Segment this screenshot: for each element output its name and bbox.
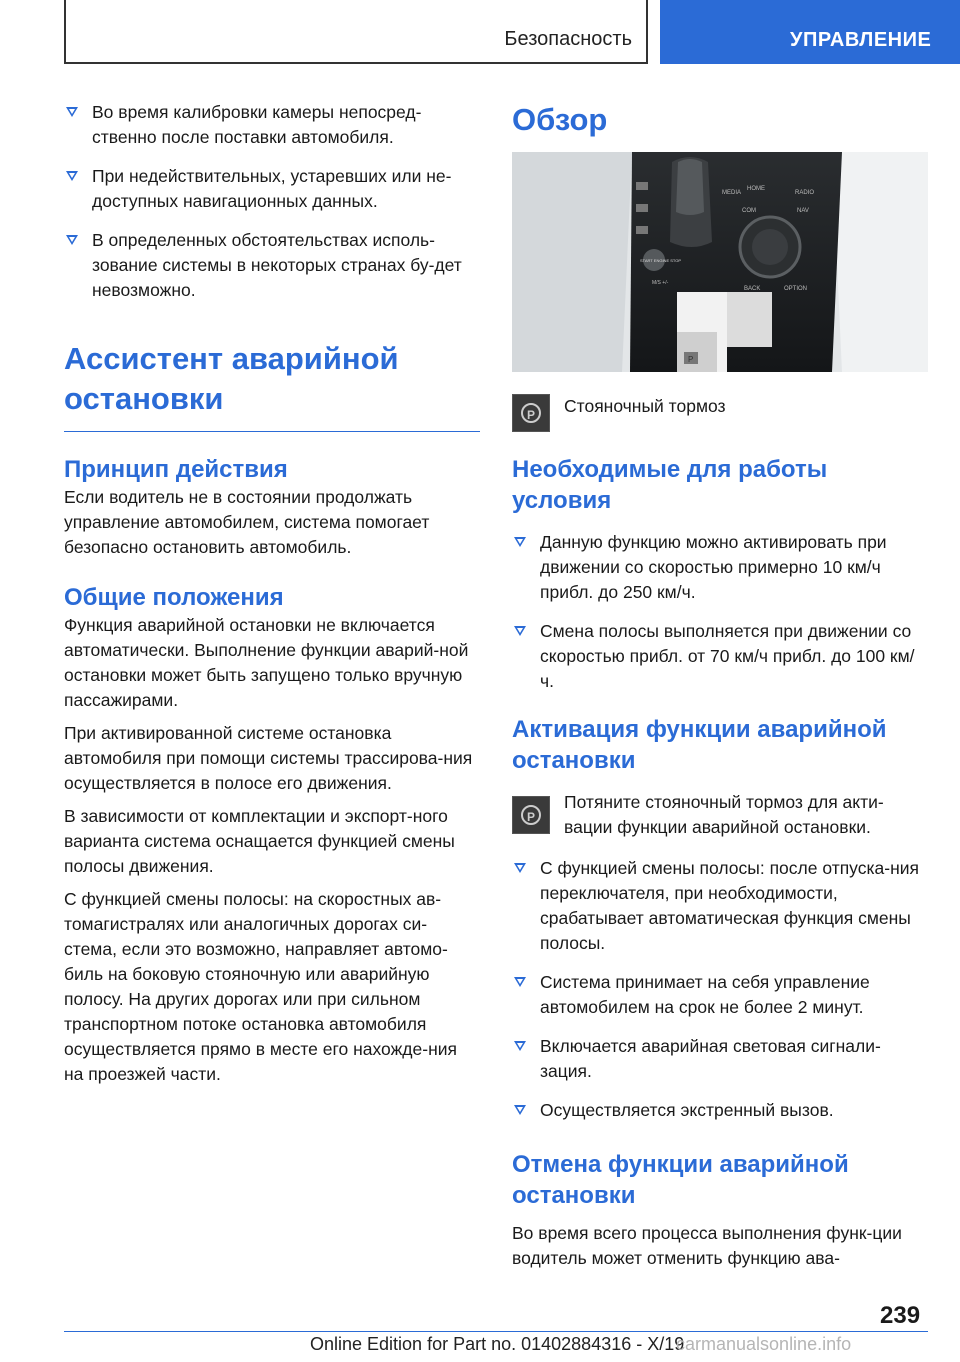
console-label-back: BACK bbox=[744, 286, 761, 292]
triangle-bullet-icon bbox=[514, 1041, 526, 1051]
console-label-radio: RADIO bbox=[795, 190, 815, 196]
activation-row bbox=[512, 790, 928, 840]
right-column bbox=[512, 100, 928, 1271]
principle-heading: Принцип действия bbox=[64, 456, 288, 483]
general-paragraph: При активированной системе остановка автомобиля при помощи системы трассирова-ния осуществляется в полосе его движения. bbox=[64, 723, 473, 793]
console-label-media: MEDIA bbox=[722, 190, 742, 196]
edition-line: Online Edition for Part no. 01402884316 - X/19 bbox=[310, 1334, 685, 1354]
list-item: Включается аварийная световая сигнали-зация. bbox=[512, 1034, 928, 1084]
console-label-gear: M/S +/- bbox=[652, 280, 669, 286]
prerequisites-heading: Необходимые для работы условия bbox=[512, 456, 828, 514]
list-item: Осуществляется экстренный вызов. bbox=[512, 1098, 928, 1123]
header-section-box bbox=[64, 0, 648, 64]
console-label-home: HOME bbox=[747, 186, 765, 192]
principle-text: Если водитель не в состоянии продолжать управление автомобилем, система помогает безопасно остановить автомобиль. bbox=[64, 487, 430, 557]
console-label-com: COM bbox=[742, 208, 756, 214]
parking-brake-icon: P bbox=[512, 796, 550, 834]
header-section-title: Безопасность bbox=[504, 28, 632, 50]
page-title: Ассистент аварийной остановки bbox=[64, 341, 399, 416]
console-photo bbox=[512, 152, 928, 372]
list-item: При недействительных, устаревших или не-доступных навигационных данных. bbox=[64, 164, 480, 214]
parking-brake-label: Стояночный тормоз bbox=[564, 396, 726, 416]
general-paragraph: В зависимости от комплектации и экспорт-ного варианта система оснащается функцией смены полосы движения. bbox=[64, 806, 455, 876]
triangle-bullet-icon bbox=[514, 1105, 526, 1115]
triangle-bullet-icon bbox=[66, 235, 78, 245]
general-paragraph: С функцией смены полосы: на скоростных ав-томагистралях или аналогичных дорогах си-стема, если это возможно, направляет автомо-биль на боковую стояночную или аварийную полосу. На других дорогах или при сильном транспортном потоке остановка автомобиля осуществляется прямо в месте его нахожде-ния на проезжей части. bbox=[64, 889, 457, 1084]
list-item: С функцией смены полосы: после отпуска-ния переключателя, при необходимости, срабатывает автоматическая функция смены полосы. bbox=[512, 856, 928, 956]
triangle-bullet-icon bbox=[514, 537, 526, 547]
list-item: Данную функцию можно активировать при движении со скоростью примерно 10 км/ч прибл. до 250 км/ч. bbox=[512, 530, 928, 605]
console-label-nav: NAV bbox=[797, 208, 809, 214]
triangle-bullet-icon bbox=[514, 863, 526, 873]
parking-brake-row bbox=[512, 394, 928, 434]
header-chapter-tab[interactable]: УПРАВЛЕНИЕ bbox=[660, 0, 960, 64]
list-item: Смена полосы выполняется при движении со скоростью прибл. от 70 км/ч прибл. до 100 км/ч. bbox=[512, 619, 928, 694]
intro-bullets bbox=[64, 100, 480, 303]
cancel-text: Во время всего процесса выполнения функ-ции водитель может отменить функцию ава- bbox=[512, 1223, 902, 1268]
console-label-start: START ENGINE STOP bbox=[640, 258, 682, 263]
console-label-p: P bbox=[688, 355, 694, 364]
prerequisites-bullets bbox=[512, 530, 928, 694]
cancel-heading: Отмена функции аварийной остановки bbox=[512, 1151, 849, 1209]
overview-heading: Обзор bbox=[512, 102, 608, 137]
parking-brake-icon: P bbox=[512, 394, 550, 432]
watermark-text: carmanualsonline.info bbox=[676, 1334, 852, 1354]
page-number: 239 bbox=[880, 1302, 921, 1329]
list-item: Система принимает на себя управление автомобилем на срок не более 2 минут. bbox=[512, 970, 928, 1020]
list-item: В определенных обстоятельствах исполь-зование системы в некоторых странах бу-дет невозможно. bbox=[64, 228, 480, 303]
center-console-illustration bbox=[512, 152, 928, 372]
activation-text: Потяните стояночный тормоз для акти-вации функции аварийной остановки. bbox=[564, 792, 884, 837]
general-paragraph: Функция аварийной остановки не включается автоматически. Выполнение функции аварий-ной остановки может быть запущено только вручную пассажирами. bbox=[64, 615, 469, 710]
activation-heading: Активация функции аварийной остановки bbox=[512, 716, 887, 774]
footer-divider bbox=[64, 1331, 928, 1332]
triangle-bullet-icon bbox=[66, 107, 78, 117]
triangle-bullet-icon bbox=[514, 626, 526, 636]
left-column bbox=[64, 100, 480, 1095]
list-item: Во время калибровки камеры непосред-ственно после поставки автомобиля. bbox=[64, 100, 480, 150]
activation-bullets bbox=[512, 856, 928, 1123]
general-heading: Общие положения bbox=[64, 584, 284, 611]
triangle-bullet-icon bbox=[514, 977, 526, 987]
triangle-bullet-icon bbox=[66, 171, 78, 181]
console-label-option: OPTION bbox=[784, 286, 808, 292]
